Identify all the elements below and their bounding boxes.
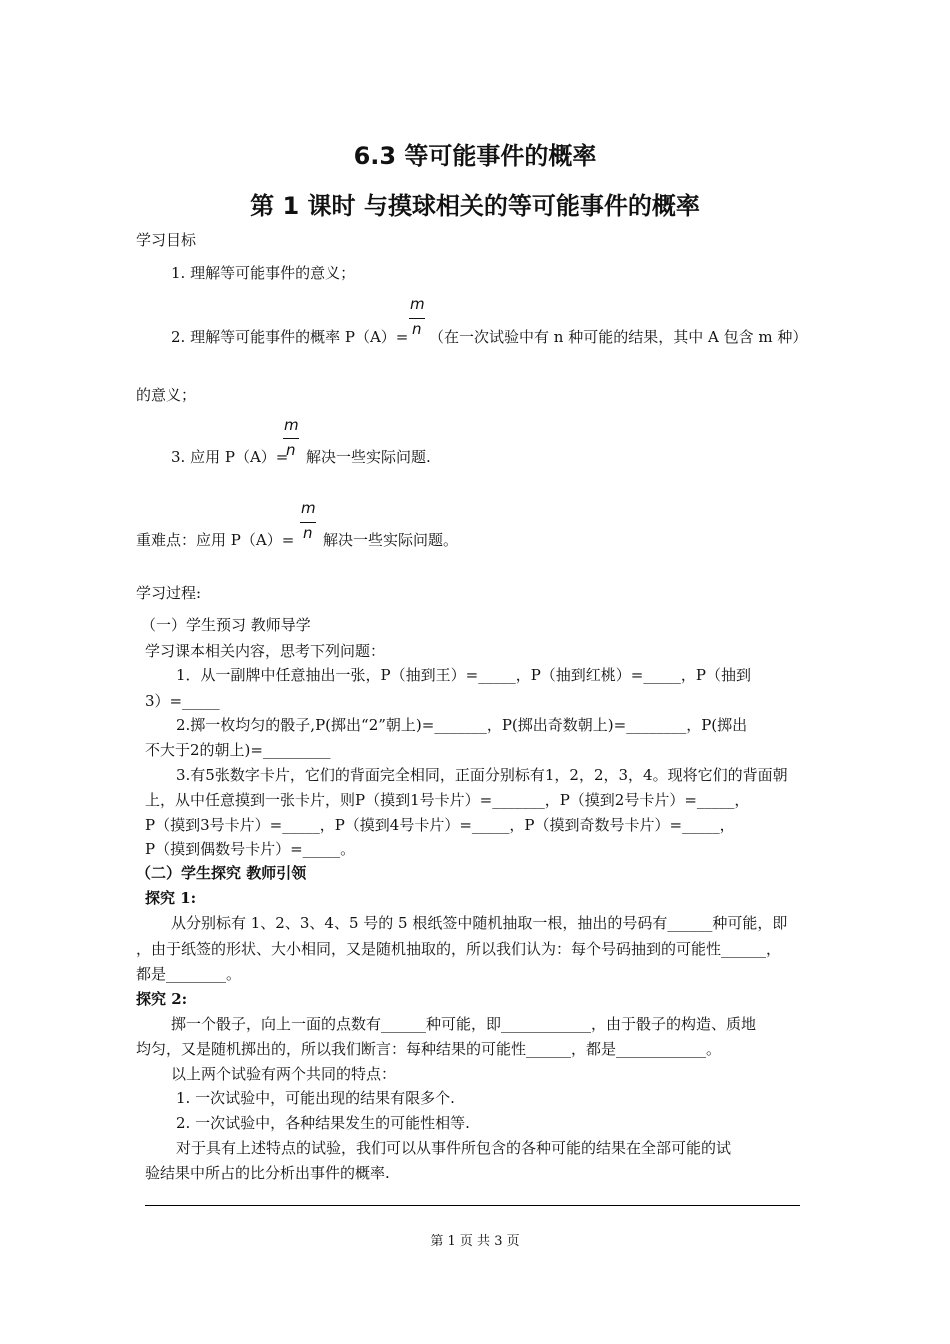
explore-1-text-2: ，由于纸签的形状、大小相同，又是随机抽取的，所以我们认为：每个号码抽到的可能性______，	[136, 940, 782, 958]
objective-3: 3. 应用 P（A）=	[171, 448, 289, 466]
explore-2-text-2: 均匀，又是随机掷出的，所以我们断言：每种结果的可能性______，都是____________。	[136, 1040, 722, 1058]
objective-2-continued: 的意义；	[136, 386, 197, 404]
part1-heading: （一）学生预习 教师导学	[141, 616, 311, 634]
question-2-cont: 不大于2的朝上)=_________	[145, 741, 331, 759]
feature-1: 1. 一次试验中，可能出现的结果有限多个.	[176, 1089, 455, 1107]
question-3-line4: P（摸到偶数号卡片）=_____。	[145, 840, 356, 858]
question-2: 2.掷一枚均匀的骰子,P(掷出“2”朝上)=_______，P(掷出奇数朝上)=________，P(掷出	[176, 716, 748, 734]
explore-1-text-3: 都是________。	[136, 965, 242, 983]
footer-divider	[145, 1205, 800, 1206]
conclusion: 对于具有上述特点的试验，我们可以从事件所包含的各种可能的结果在全部可能的试	[176, 1139, 732, 1157]
feature-2: 2. 一次试验中，各种结果发生的可能性相等.	[176, 1114, 470, 1132]
objectives-heading: 学习目标	[136, 231, 197, 249]
fraction-numerator: m	[301, 499, 316, 517]
explore-2-label: 探究 2:	[136, 990, 188, 1008]
fraction-denominator: n	[412, 320, 422, 338]
process-heading: 学习过程:	[136, 584, 202, 602]
objective-3-rest: 解决一些实际问题.	[306, 448, 431, 466]
objective-1: 1. 理解等可能事件的意义；	[171, 264, 356, 282]
objective-2-rest: （在一次试验中有 n 种可能的结果，其中 A 包含 m 种）	[429, 328, 808, 346]
question-3-line3: P（摸到3号卡片）=_____，P（摸到4号卡片）=_____，P（摸到奇数号卡片）=_____，	[145, 816, 735, 834]
fraction-bar	[409, 318, 425, 319]
page-footer: 第 1 页 共 3 页	[430, 1234, 520, 1249]
page-subtitle: 第 1 课时 与摸球相关的等可能事件的概率	[250, 192, 700, 220]
key-point: 重难点：应用 P（A）=	[136, 531, 295, 549]
fraction-bar	[283, 438, 299, 439]
explore-1-label: 探究 1:	[145, 889, 197, 907]
question-1-cont: 3）=_____	[145, 692, 220, 710]
page-title: 6.3 等可能事件的概率	[353, 142, 597, 170]
part1-intro: 学习课本相关内容，思考下列问题：	[145, 642, 386, 660]
fraction-numerator: m	[284, 416, 299, 434]
fraction-bar	[300, 522, 316, 523]
fraction-denominator: n	[303, 524, 313, 542]
question-1: 1．从一副牌中任意抽出一张，P（抽到王）=_____，P（抽到红桃）=_____，P（抽到	[176, 666, 751, 684]
fraction-numerator: m	[410, 295, 425, 313]
common-intro: 以上两个试验有两个共同的特点：	[171, 1065, 397, 1083]
explore-1-text: 从分别标有 1、2、3、4、5 号的 5 根纸签中随机抽取一根，抽出的号码有______种可能，即	[171, 914, 788, 932]
part2-heading: （二）学生探究 教师引领	[136, 864, 307, 882]
explore-2-text: 掷一个骰子，向上一面的点数有______种可能，即____________，由于骰子的构造、质地	[171, 1015, 757, 1033]
question-3-line2: 上，从中任意摸到一张卡片，则P（摸到1号卡片）=_______，P（摸到2号卡片）=_____，	[145, 791, 750, 809]
key-point-rest: 解决一些实际问题。	[323, 531, 459, 549]
fraction-denominator: n	[286, 441, 296, 459]
objective-2: 2. 理解等可能事件的概率 P（A）=	[171, 328, 409, 346]
conclusion-cont: 验结果中所占的比分析出事件的概率.	[145, 1164, 390, 1182]
question-3: 3.有5张数字卡片，它们的背面完全相同，正面分别标有1，2，2，3，4。现将它们的背面朝	[176, 766, 788, 784]
